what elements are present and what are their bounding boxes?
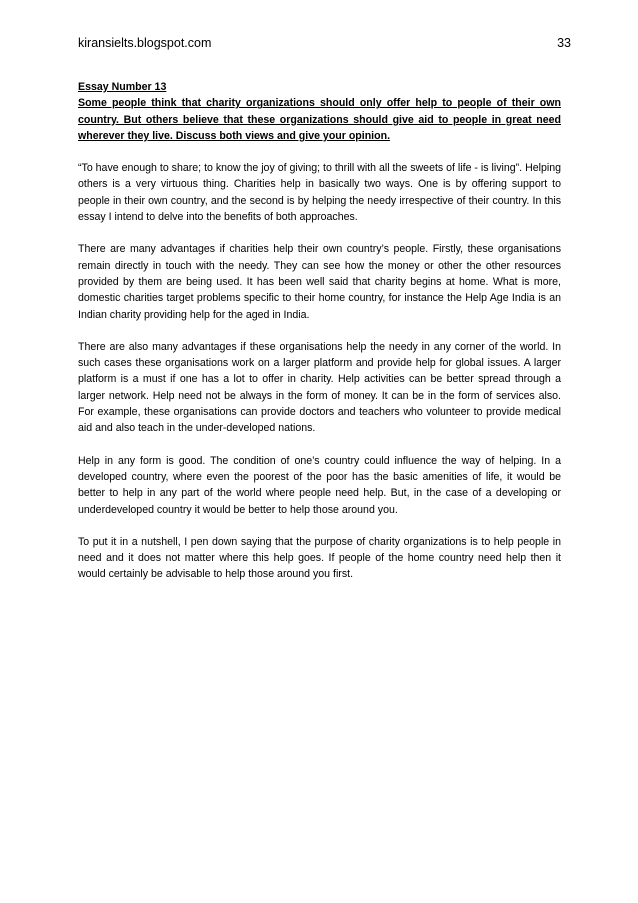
essay-title: Essay Number 13: [78, 81, 167, 93]
header-site-url: kiransielts.blogspot.com: [78, 36, 212, 50]
page-number: 33: [557, 36, 571, 50]
essay-paragraph-introduction: “To have enough to share; to know the joy of giving; to thrill with all the sweets of life - is living”. Helping others is a very virtuous thing. Charities help in basically two ways. One is by offering support to people in their own country, and the second is by helping the needy irrespective of their country. In this essay I intend to delve into the benefits of both approaches.: [78, 162, 561, 224]
essay-paragraph-home-country: There are many advantages if charities help their own country’s people. Firstly, these organisations remain directly in touch with the needy. They can see how the money or other the other resources provided by them are being used. It has been well said that charity begins at home. What is more, domestic charities target problems specific to their home country, for instance the Help Age India is an Indian charity providing help for the aged in India.: [78, 243, 561, 321]
essay-paragraph-worldwide: There are also many advantages if these organisations help the needy in any corner of the world. In such cases these organisations work on a larger platform and provide help for global issues. A larger platform is a must if one has a lot to offer in charity. Help activities can be better spread through a larger network. Help need not be always in the form of money. It can be in the form of services also. For example, these organisations can provide doctors and teachers who volunteer to provide medical aid and also teach in the under-developed nations.: [78, 340, 561, 435]
essay-paragraph-opinion: Help in any form is good. The condition of one’s country could influence the way of helping. In a developed country, where even the poorest of the poor has the basic amenities of life, it would be better to help in any part of the world where people need help. But, in the case of a developing or underdeveloped country it would be better to help those around you.: [78, 454, 561, 516]
essay-paragraph-conclusion: To put it in a nutshell, I pen down saying that the purpose of charity organizations is to help people in need and it does not matter where this help goes. If people of the home country need help then it would certainly be advisable to help those around you first.: [78, 535, 561, 581]
essay-prompt: Some people think that charity organizations should only offer help to people of their own country. But others believe that these organizations should give aid to people in great need wherever they live. Discuss both views and give your opinion.: [78, 97, 561, 142]
essay-body: [78, 79, 561, 599]
page-header: [78, 35, 571, 51]
